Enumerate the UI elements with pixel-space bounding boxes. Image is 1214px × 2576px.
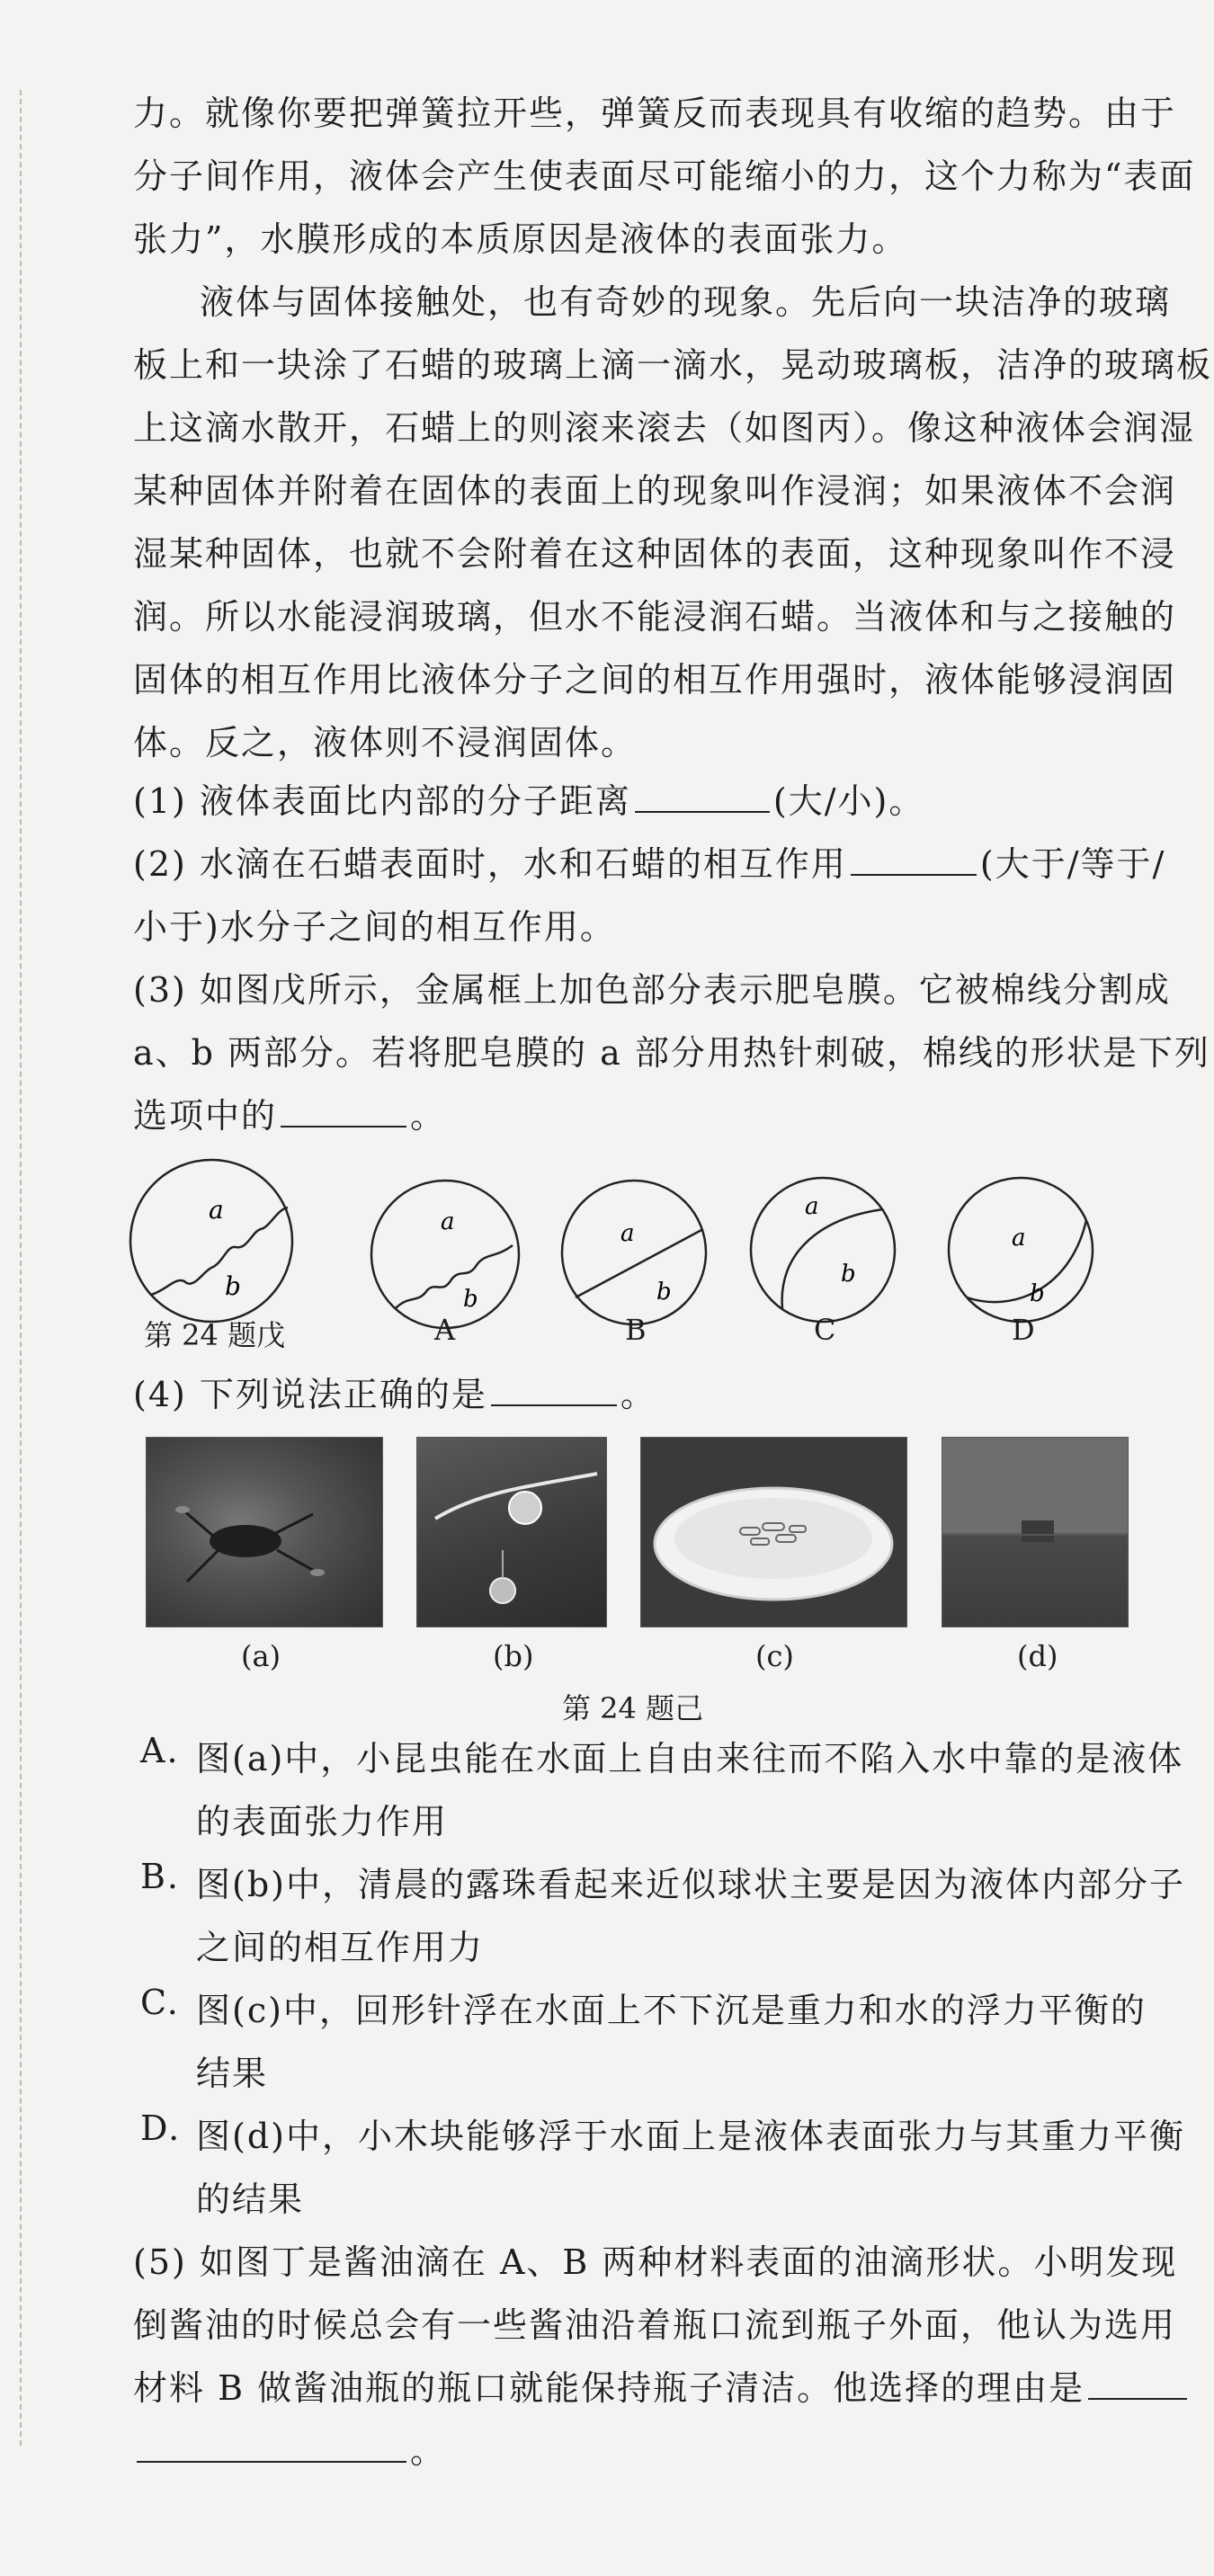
question-4 xyxy=(133,1367,656,1416)
question-5-end: 。 xyxy=(410,2431,447,2471)
option-key: B. xyxy=(140,1857,181,1896)
text-line: 板上和一块涂了石蜡的玻璃上滴一滴水，晃动玻璃板，洁净的玻璃板 xyxy=(133,345,1213,385)
region-a-label: a xyxy=(620,1220,635,1247)
circle-option-b xyxy=(562,1181,706,1324)
answer-blank[interactable] xyxy=(851,843,977,876)
circle-option-c xyxy=(751,1178,895,1322)
region-a-label: a xyxy=(1012,1225,1026,1252)
region-b-label: b xyxy=(225,1271,241,1301)
question-1-choices: (大/小)。 xyxy=(772,781,925,821)
text-line: 某种固体并附着在固体的表面上的现象叫作浸润；如果液体不会润 xyxy=(133,471,1177,511)
question-1-text: (1) 液体表面比内部的分子距离 xyxy=(133,781,631,821)
option-text: 图(a)中，小昆虫能在水面上自由来往而不陷入水中靠的是液体 xyxy=(196,1739,1184,1778)
question-5-line xyxy=(133,2360,1191,2410)
photo-paperclips-floating xyxy=(640,1437,907,1627)
question-3-line: (3) 如图戊所示，金属框上加色部分表示肥皂膜。它被棉线分割成 xyxy=(133,970,1171,1010)
question-2-choices: (大于/等于/ xyxy=(979,844,1166,884)
option-text: 的表面张力作用 xyxy=(196,1802,449,1841)
margin-rule xyxy=(20,90,22,2446)
option-label: B xyxy=(625,1313,647,1347)
circle-option-a xyxy=(371,1181,519,1328)
photo-wood-block-floating xyxy=(942,1437,1129,1627)
region-a-label: a xyxy=(805,1193,819,1220)
answer-blank[interactable] xyxy=(491,1374,617,1406)
answer-blank[interactable] xyxy=(137,2430,406,2463)
region-a-label: a xyxy=(441,1208,455,1235)
answer-blank[interactable] xyxy=(635,780,770,813)
option-text: 图(d)中，小木块能够浮于水面上是液体表面张力与其重力平衡 xyxy=(196,2117,1185,2156)
question-5-line: (5) 如图丁是酱油滴在 A、B 两种材料表面的油滴形状。小明发现 xyxy=(133,2242,1178,2282)
question-2-continued: 小于)水分子之间的相互作用。 xyxy=(133,907,616,947)
photo-label: (c) xyxy=(755,1639,794,1673)
question-5-line: 倒酱油的时候总会有一些酱油沿着瓶口流到瓶子外面，他认为选用 xyxy=(133,2305,1177,2345)
photo-label: (d) xyxy=(1017,1639,1058,1673)
option-label: A xyxy=(434,1313,456,1347)
question-3-text: 选项中的 xyxy=(133,1096,278,1136)
option-key: D. xyxy=(140,2108,182,2148)
figure-caption: 第 24 题戊 xyxy=(144,1318,286,1352)
option-key: C. xyxy=(140,1983,180,2022)
question-2-text: (2) 水滴在石蜡表面时，水和石蜡的相互作用 xyxy=(133,844,847,884)
circle-option-d xyxy=(949,1178,1093,1322)
question-5-text: 材料 B 做酱油瓶的瓶口就能保持瓶子清洁。他选择的理由是 xyxy=(133,2368,1085,2408)
text-line: 体。反之，液体则不浸润固体。 xyxy=(133,723,638,762)
region-b-label: b xyxy=(841,1261,856,1288)
question-1 xyxy=(133,773,924,823)
option-text: 之间的相互作用力 xyxy=(196,1928,485,1967)
option-text: 的结果 xyxy=(196,2179,305,2219)
question-4-text: (4) 下列说法正确的是 xyxy=(133,1375,487,1414)
text-line: 固体的相互作用比液体分子之间的相互作用强时，液体能够浸润固 xyxy=(133,660,1177,700)
photo-insect-on-water xyxy=(146,1437,383,1627)
text-line: 张力”，水膜形成的本质原因是液体的表面张力。 xyxy=(133,219,908,259)
option-label: D xyxy=(1012,1313,1035,1347)
circle-original xyxy=(130,1160,292,1322)
photo-dew-drops xyxy=(416,1437,607,1627)
region-b-label: b xyxy=(656,1279,672,1306)
option-text: 结果 xyxy=(196,2054,269,2093)
question-3-line: a、b 两部分。若将肥皂膜的 a 部分用热针刺破，棉线的形状是下列 xyxy=(133,1033,1210,1073)
region-b-label: b xyxy=(1030,1280,1045,1307)
text-line: 力。就像你要把弹簧拉开些，弹簧反而表现具有收缩的趋势。由于 xyxy=(133,94,1177,133)
text-line: 润。所以水能浸润玻璃，但水不能浸润石蜡。当液体和与之接触的 xyxy=(133,597,1177,637)
text-line: 分子间作用，液体会产生使表面尽可能缩小的力，这个力称为“表面 xyxy=(133,156,1196,196)
figure-caption: 第 24 题己 xyxy=(562,1691,704,1725)
option-text: 图(b)中，清晨的露珠看起来近似球状主要是因为液体内部分子 xyxy=(196,1865,1185,1904)
option-label: C xyxy=(814,1313,836,1347)
region-b-label: b xyxy=(463,1286,478,1313)
text-line: 上这滴水散开，石蜡上的则滚来滚去（如图丙）。像这种液体会润湿 xyxy=(133,408,1196,448)
option-key: A. xyxy=(140,1731,180,1770)
answer-blank[interactable] xyxy=(1088,2367,1187,2400)
question-3-end: 。 xyxy=(410,1096,447,1136)
option-text: 图(c)中，回形针浮在水面上不下沉是重力和水的浮力平衡的 xyxy=(196,1991,1147,2030)
photo-label: (a) xyxy=(241,1639,281,1673)
question-3-line xyxy=(133,1088,446,1137)
text-line: 湿某种固体，也就不会附着在这种固体的表面，这种现象叫作不浸 xyxy=(133,534,1177,574)
text-line: 液体与固体接触处，也有奇妙的现象。先后向一块洁净的玻璃 xyxy=(200,282,1172,322)
question-4-end: 。 xyxy=(620,1375,656,1414)
question-2 xyxy=(133,836,1165,886)
region-a-label: a xyxy=(209,1195,224,1225)
answer-blank[interactable] xyxy=(281,1095,406,1128)
photo-label: (b) xyxy=(493,1639,534,1673)
question-5-line xyxy=(133,2423,446,2473)
